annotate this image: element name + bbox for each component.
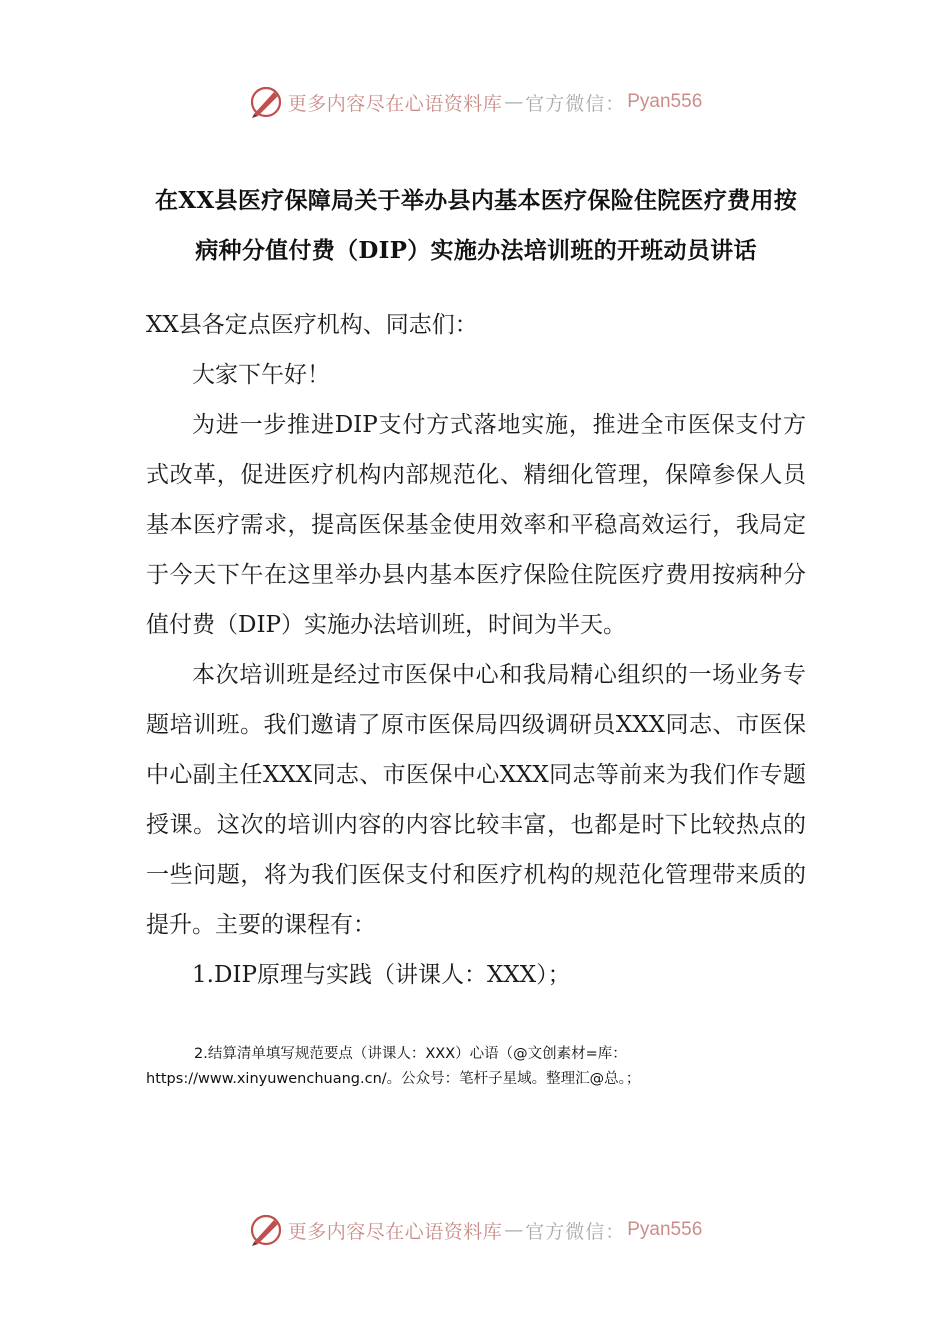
pen-logo-icon <box>248 84 284 120</box>
banner-label: 官方微信： <box>525 92 626 115</box>
course-item-2-line-1: 2.结算清单填写规范要点（讲课人：XXX）心语（@文创素材=库： <box>194 1046 627 1062</box>
course-item-2 <box>146 1042 766 1092</box>
banner-title: 更多内容尽在心语资料库 <box>287 92 503 115</box>
header-banner <box>0 82 950 122</box>
paragraph-2: 本次培训班是经过市医保中心和我局精心组织的一场业务专题培训班。我们邀请了原市医保局四级调研员XXX同志、市医保中心副主任XXX同志、市医保中心XXX同志等前来为我们作专题授课。这次的培训内容的内容比较丰富，也都是时下比较热点的一些问题，将为我们医保支付和医疗机构的规范化管理带来质的提升。主要的课程有： <box>146 662 806 938</box>
pen-logo-icon <box>248 1212 284 1248</box>
course-item-1: 1.DIP原理与实践（讲课人：XXX）； <box>192 962 571 988</box>
greeting: 大家下午好！ <box>192 362 330 388</box>
salutation: XX县各定点医疗机构、同志们： <box>146 312 478 338</box>
footer-banner <box>0 1210 950 1250</box>
document-body <box>146 300 806 1000</box>
document-title: 在XX县医疗保障局关于举办县内基本医疗保险住院医疗费用按病种分值付费（DIP）实施办法培训班的开班动员讲话 <box>154 187 798 264</box>
footer-banner-separator: — <box>504 1219 524 1241</box>
course-item-2-line-2: https://www.xinyuwenchuang.cn/。公众号：笔杆子星域。整理汇@总。； <box>146 1071 641 1087</box>
banner-wechat-id: Pyan556 <box>627 91 703 112</box>
paragraph-1: 为进一步推进DIP支付方式落地实施，推进全市医保支付方式改革，促进医疗机构内部规范化、精细化管理，保障参保人员基本医疗需求，提高医保基金使用效率和平稳高效运行，我局定于今天下午在这里举办县内基本医疗保险住院医疗费用按病种分值付费（DIP）实施办法培训班，时间为半天。 <box>146 412 806 638</box>
footer-banner-label: 官方微信： <box>525 1220 626 1243</box>
banner-separator: — <box>504 91 524 113</box>
footer-banner-title: 更多内容尽在心语资料库 <box>287 1220 503 1243</box>
footer-banner-wechat-id: Pyan556 <box>627 1219 703 1240</box>
